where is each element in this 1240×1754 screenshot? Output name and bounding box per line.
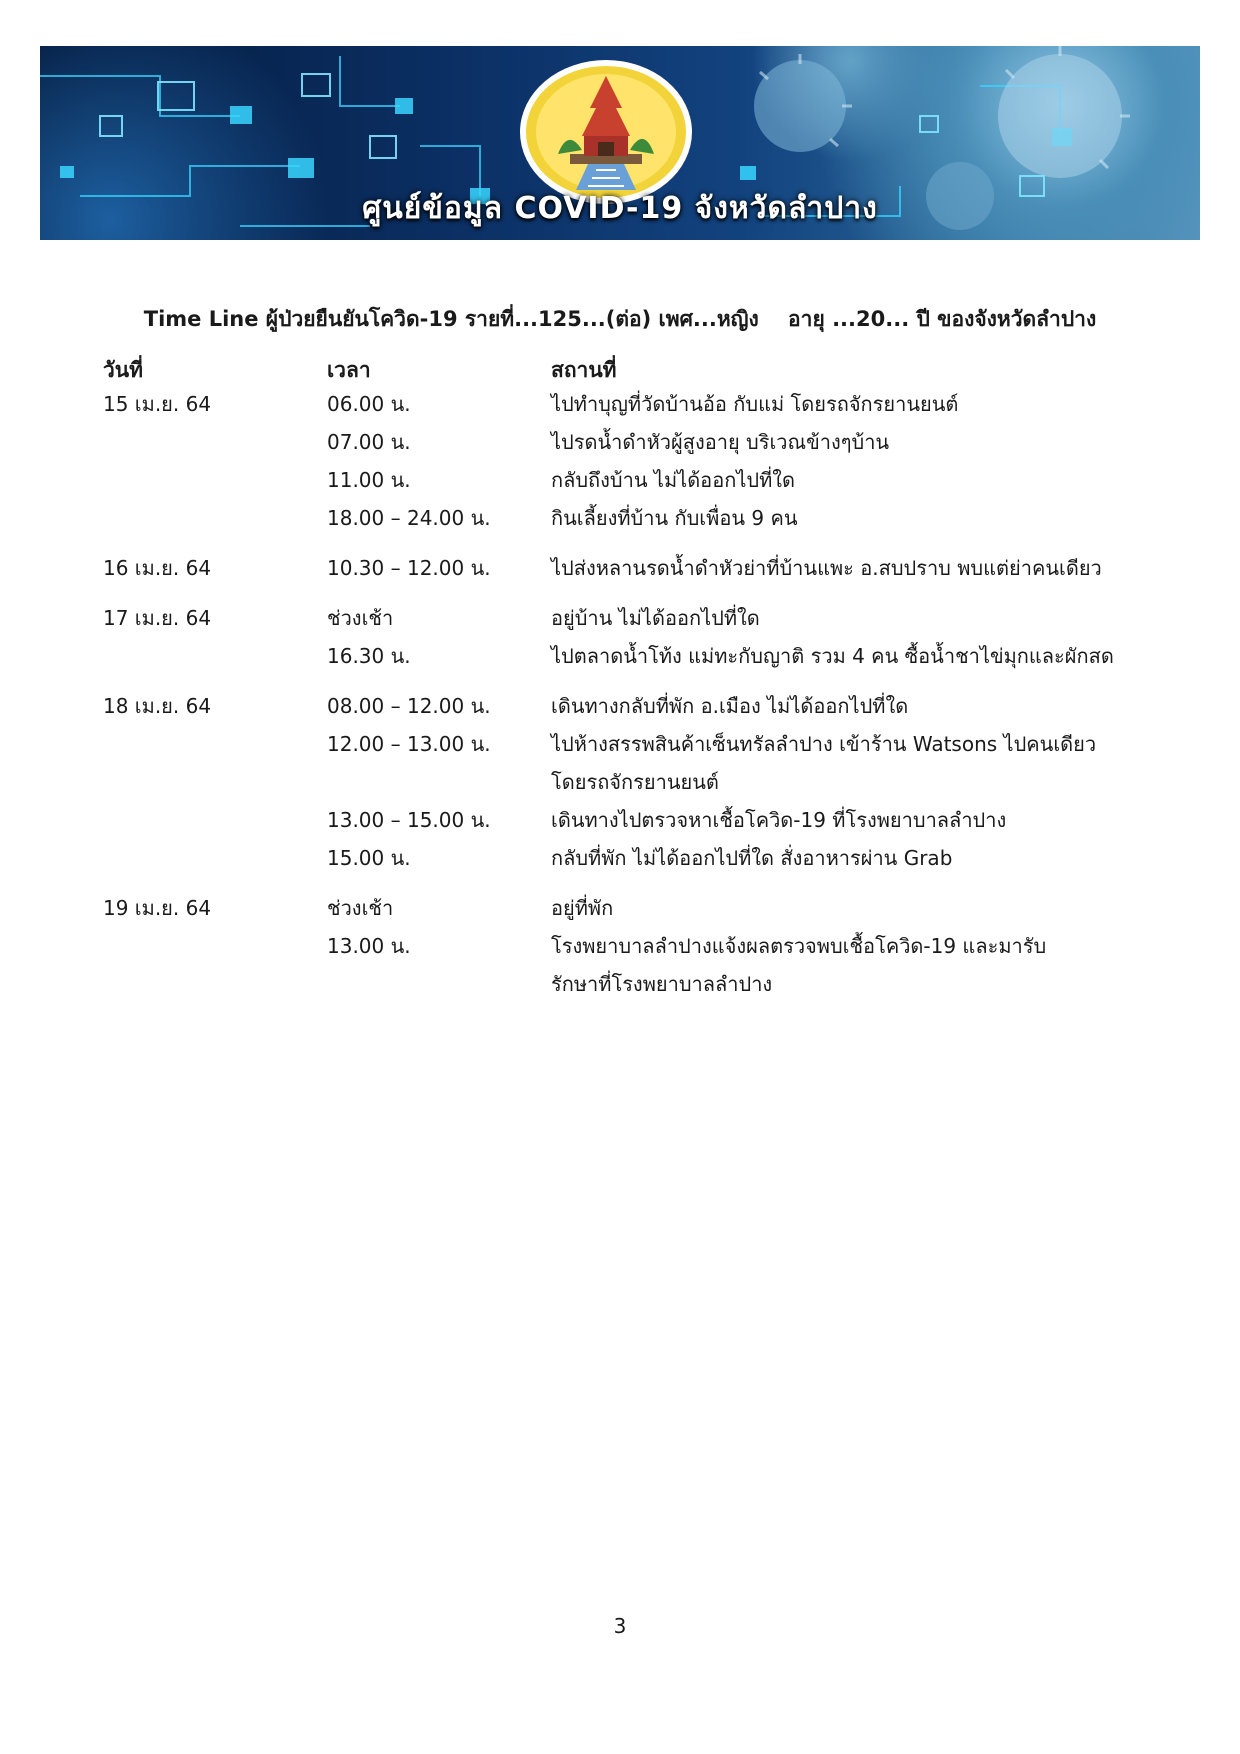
banner-title: ศูนย์ข้อมูล COVID-19 จังหวัดลำปาง [362,191,878,226]
row-time: 07.00 น. [327,430,411,454]
row-place: กินเลี้ยงที่บ้าน กับเพื่อน 9 คน [551,506,798,530]
row-place: โรงพยาบาลลำปางแจ้งผลตรวจพบเชื้อโควิด-19 และมารับ [551,934,1047,958]
row-place: ไปตลาดน้ำโท้ง แม่ทะกับญาติ รวม 4 คน ซื้อน้ำชาไข่มุกและผักสด [551,644,1114,668]
row-place: เดินทางไปตรวจหาเชื้อโควิด-19 ที่โรงพยาบาลลำปาง [551,808,1007,832]
header-place: สถานที่ [551,358,617,382]
row-place: ไปห้างสรรพสินค้าเซ็นทรัลลำปาง เข้าร้าน Watsons ไปคนเดียว [551,732,1097,756]
row-date: 19 เม.ย. 64 [103,896,212,920]
header-date: วันที่ [103,358,143,382]
timeline-row [0,764,1240,800]
row-time: 15.00 น. [327,846,411,870]
page-number: 3 [613,1614,627,1638]
timeline-row [0,840,1240,876]
row-time: ช่วงเช้า [327,606,394,630]
timeline-row [0,890,1240,926]
row-date: 15 เม.ย. 64 [103,392,212,416]
header-banner [40,46,1200,240]
row-time: 06.00 น. [327,392,411,416]
row-time: ช่วงเช้า [327,896,394,920]
row-time: 11.00 น. [327,468,411,492]
row-place: กลับถึงบ้าน ไม่ได้ออกไปที่ใด [551,468,796,492]
timeline-row [0,638,1240,674]
row-time: 13.00 น. [327,934,411,958]
row-place: ไปรดน้ำดำหัวผู้สูงอายุ บริเวณข้างๆบ้าน [551,430,890,454]
row-time: 12.00 – 13.00 น. [327,732,491,756]
row-place: อยู่ที่พัก [551,896,614,920]
row-place: ไปทำบุญที่วัดบ้านอ้อ กับแม่ โดยรถจักรยานยนต์ [551,392,959,416]
row-time: 18.00 – 24.00 น. [327,506,491,530]
row-place: โดยรถจักรยานยนต์ [551,770,719,794]
timeline-row [0,424,1240,460]
timeline-row [0,386,1240,422]
timeline-row [0,966,1240,1002]
timeline-row [0,550,1240,586]
timeline-row [0,688,1240,724]
row-date: 16 เม.ย. 64 [103,556,212,580]
timeline-row [0,802,1240,838]
row-time: 13.00 – 15.00 น. [327,808,491,832]
row-place: เดินทางกลับที่พัก อ.เมือง ไม่ได้ออกไปที่ใด [551,694,909,718]
timeline-row [0,500,1240,536]
row-place: ไปส่งหลานรดน้ำดำหัวย่าที่บ้านแพะ อ.สบปราบ พบแต่ย่าคนเดียว [551,556,1102,580]
row-time: 10.30 – 12.00 น. [327,556,491,580]
province-seal-icon [518,58,694,206]
row-place: กลับที่พัก ไม่ได้ออกไปที่ใด สั่งอาหารผ่าน Grab [551,846,953,870]
row-place: อยู่บ้าน ไม่ได้ออกไปที่ใด [551,606,760,630]
document-title: Time Line ผู้ป่วยยืนยันโควิด-19 รายที่...125...(ต่อ) เพศ...หญิง อายุ ...20... ปี ของจังหวัดลำปาง [143,307,1097,331]
timeline-row [0,928,1240,964]
timeline-row [0,726,1240,762]
row-time: 08.00 – 12.00 น. [327,694,491,718]
row-date: 18 เม.ย. 64 [103,694,212,718]
row-place: รักษาที่โรงพยาบาลลำปาง [551,972,773,996]
timeline-row [0,600,1240,636]
row-date: 17 เม.ย. 64 [103,606,212,630]
row-time: 16.30 น. [327,644,411,668]
header-time: เวลา [327,358,371,382]
timeline-row [0,462,1240,498]
